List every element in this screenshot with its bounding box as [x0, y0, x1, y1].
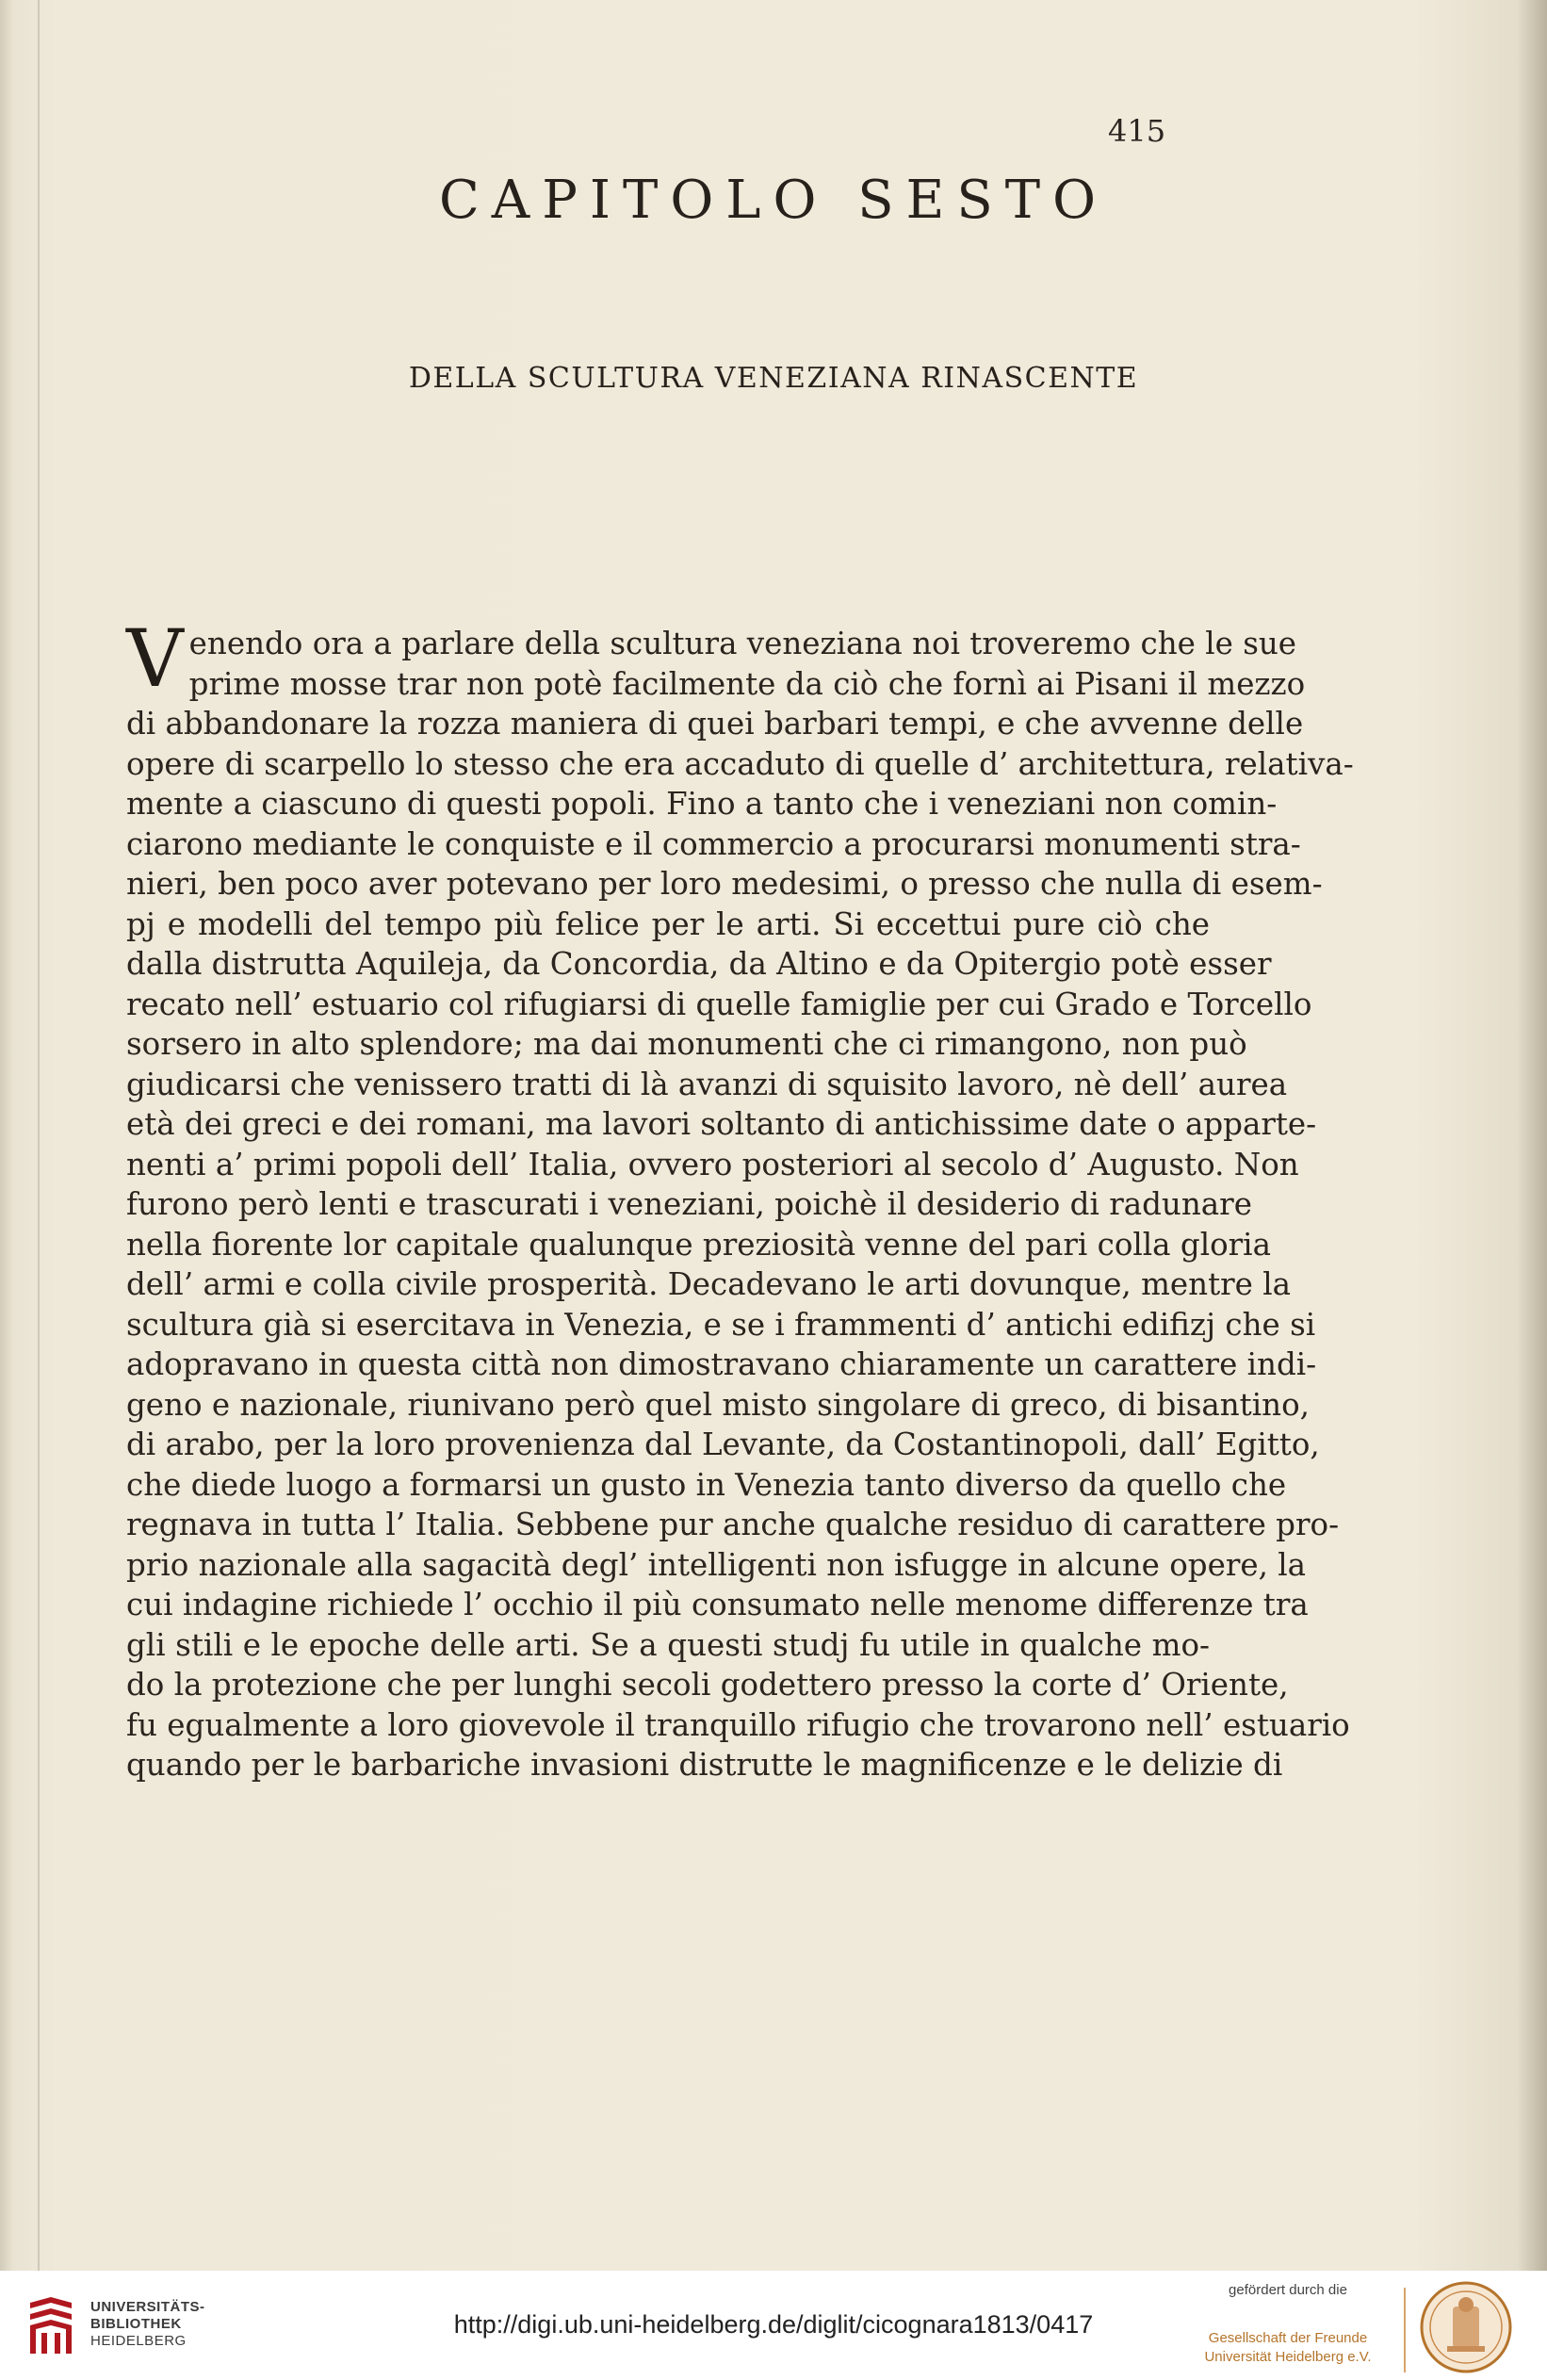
text-line: prime mosse trar non potè facilmente da ciò che fornì ai Pisani il mezzo [188, 665, 1306, 702]
text-line: scultura già si esercitava in Venezia, e se i frammenti d’ antichi edifizj che si [126, 1306, 1316, 1343]
text-line: nella fiorente lor capitale qualunque preziosità venne del pari colla gloria [126, 1226, 1271, 1263]
text-lines [126, 612, 1354, 1785]
sponsor-org-line: Universität Heidelberg e.V. [1204, 2349, 1372, 2365]
text-line: prio nazionale alla sagacità degl’ intelligenti non isfugge in alcune opere, la [126, 1546, 1307, 1583]
text-line: di abbandonare la rozza maniera di quei barbari tempi, e che avvenne delle [126, 706, 1304, 742]
page-number: 415 [1108, 113, 1166, 149]
text-line: di arabo, per la loro provenienza dal Levante, da Costantinopoli, dall’ Egitto, [126, 1426, 1320, 1462]
library-name-line: BIBLIOTHEK [90, 2316, 182, 2332]
text-line: do la protezione che per lunghi secoli godettero presso la corte d’ Oriente, [126, 1667, 1289, 1703]
chapter-subtitle: DELLA SCULTURA VENEZIANA RINASCENTE [408, 362, 1139, 395]
library-name-line: HEIDELBERG [90, 2333, 187, 2349]
body-text [126, 612, 1354, 1785]
text-line: opere di scarpello lo stesso che era accaduto di quelle d’ architettura, relativa- [126, 745, 1354, 782]
text-line: furono però lenti e trascurati i veneziani, poichè il desiderio di radunare [126, 1186, 1252, 1222]
text-line: enendo ora a parlare della scultura veneziana noi troveremo che le sue [188, 626, 1297, 661]
text-line: mente a ciascuno di questi popoli. Fino a tanto che i veneziani non comin- [126, 786, 1278, 822]
text-line: ciarono mediante le conquiste e il commercio a procurarsi monumenti stra- [126, 825, 1301, 862]
text-line: dalla distrutta Aquileja, da Concordia, da Altino e da Opitergio potè esser [126, 946, 1272, 982]
sponsor-organization [1189, 2329, 1387, 2367]
text-line: che diede luogo a formarsi un gusto in Venezia tanto diverso da quello che [126, 1466, 1287, 1503]
permalink-url[interactable]: http://digi.ub.uni-heidelberg.de/diglit/cicognara1813/0417 [453, 2310, 1094, 2339]
text-line: pj e modelli del tempo più felice per le arti. Si eccettui pure ciò che [126, 905, 1210, 942]
sponsor-label: gefördert durch die [1229, 2282, 1347, 2298]
drop-cap: V [126, 612, 184, 705]
text-line: adopravano in questa città non dimostravano chiaramente un carattere indi- [126, 1346, 1317, 1382]
sponsor-org-line: Gesellschaft der Freunde [1208, 2330, 1368, 2346]
text-line: regnava in tutta l’ Italia. Sebbene pur anche qualche residuo di carattere pro- [126, 1507, 1340, 1542]
text-line: nieri, ben poco aver potevano per loro medesimi, o presso che nulla di esem- [126, 866, 1323, 902]
chapter-title: CAPITOLO SESTO [438, 170, 1109, 231]
text-line: fu egualmente a loro giovevole il tranquillo rifugio che trovarono nell’ estuario [126, 1706, 1350, 1743]
text-line: nenti a’ primi popoli dell’ Italia, ovvero posteriori al secolo d’ Augusto. Non [126, 1146, 1299, 1182]
footer-divider [1404, 2288, 1406, 2372]
text-line: geno e nazionale, riunivano però quel misto singolare di greco, di bisantino, [126, 1386, 1310, 1423]
university-seal-icon [1419, 2280, 1513, 2374]
footer-banner [0, 2271, 1547, 2380]
text-line: dell’ armi e colla civile prosperità. Decadevano le arti dovunque, mentre la [126, 1266, 1291, 1302]
text-line: giudicarsi che venissero tratti di là avanzi di squisito lavoro, nè dell’ aurea [126, 1066, 1288, 1102]
text-line: gli stili e le epoche delle arti. Se a questi studj fu utile in qualche mo- [126, 1626, 1210, 1663]
library-name-line: UNIVERSITÄTS- [90, 2299, 205, 2315]
text-line: età dei greci e dei romani, ma lavori soltanto di antichissime date o apparte- [126, 1106, 1317, 1142]
text-line: sorsero in alto splendore; ma dai monumenti che ci rimangono, non può [126, 1026, 1247, 1062]
text-line: recato nell’ estuario col rifugiarsi di quelle famiglie per cui Grado e Torcello [126, 986, 1312, 1022]
text-line: cui indagine richiede l’ occhio il più consumato nelle menome differenze tra [126, 1587, 1309, 1622]
text-line: quando per le barbariche invasioni distrutte le magnificenze e le delizie di [126, 1747, 1283, 1783]
